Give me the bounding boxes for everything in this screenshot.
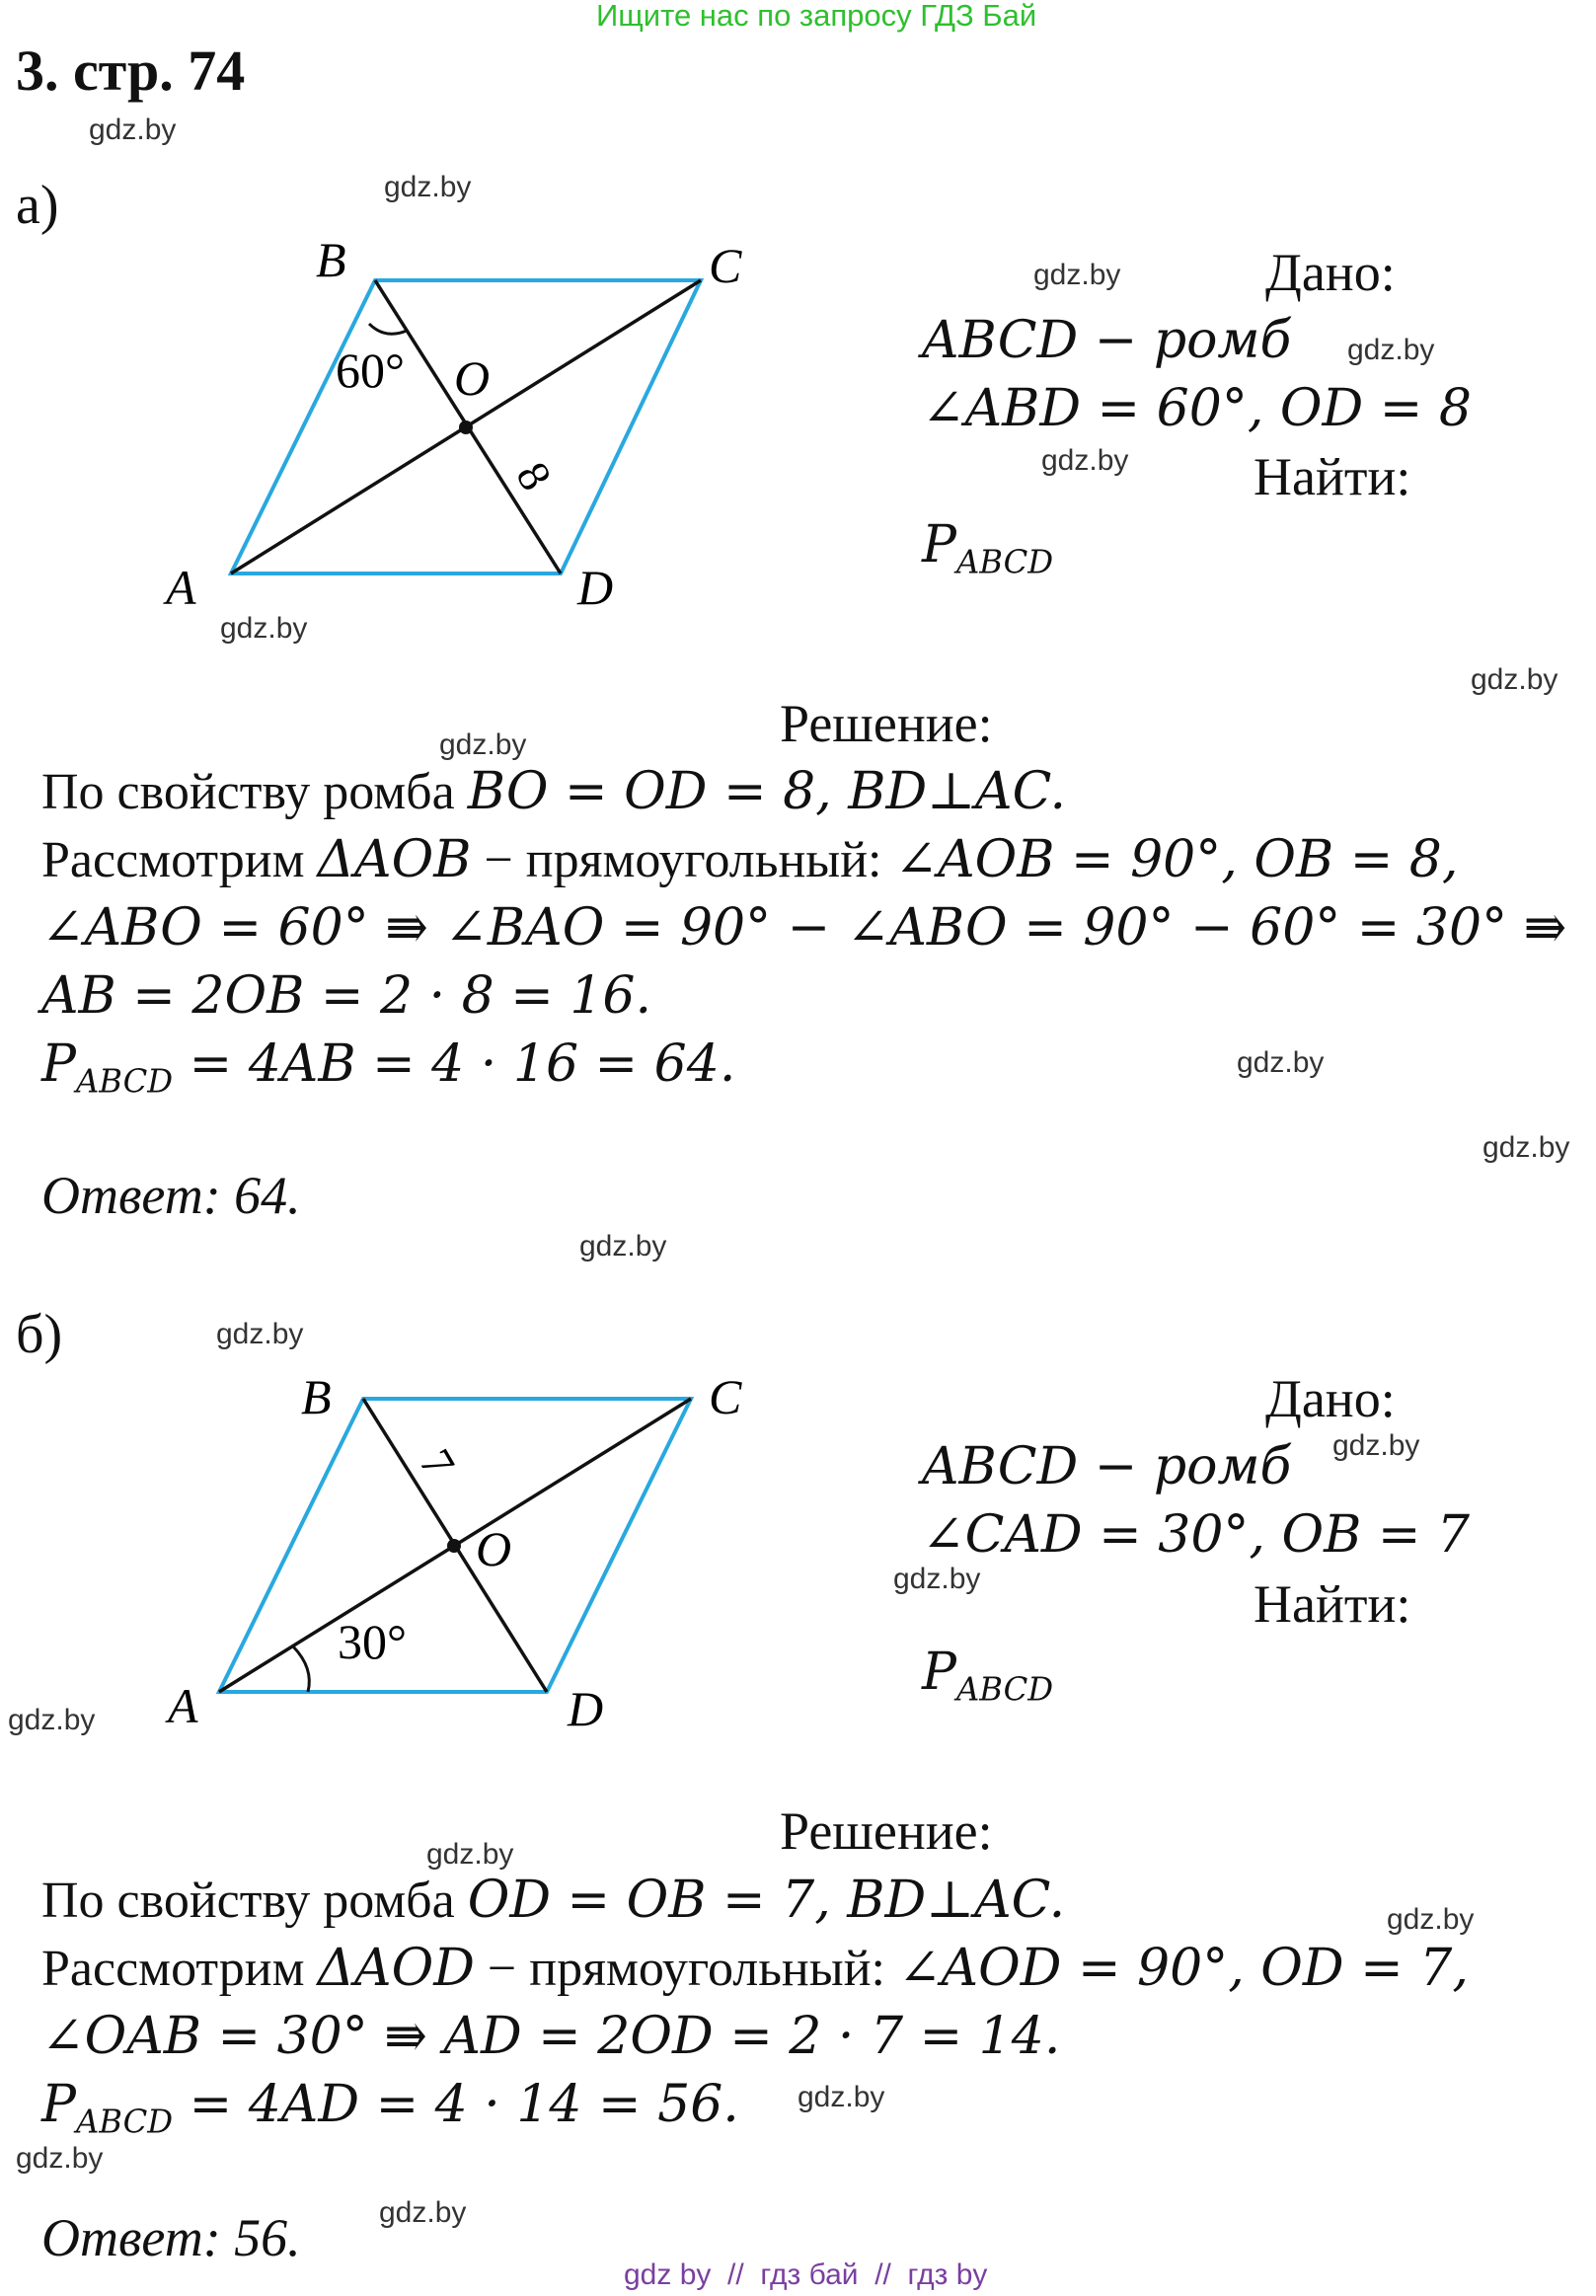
part-a-solution-title: Решение:: [780, 694, 993, 753]
part-a-label: а): [16, 175, 59, 236]
vertex-b-label-d: D: [568, 1681, 604, 1736]
part-b-solution-line: Рассмотрим ΔAOD − прямоугольный: ∠AOD = 90°, OD = 7,: [41, 1939, 1469, 1998]
vertex-b-label-o: O: [476, 1521, 512, 1576]
vertex-b-label-b: B: [301, 1369, 332, 1424]
watermark: gdz.by: [798, 2081, 885, 2113]
watermark: gdz.by: [1482, 1131, 1570, 1164]
watermark: gdz.by: [384, 171, 472, 203]
side-label-b: 7: [410, 1440, 466, 1486]
part-a-find-value: $P_{ABCD}$: [922, 515, 1054, 581]
top-banner[interactable]: Ищите нас по запросу ГДЗ Бай: [596, 0, 1037, 33]
watermark: gdz.by: [426, 1838, 514, 1871]
part-a-given-title: Дано:: [1265, 243, 1396, 302]
angle-label-a: 60°: [336, 343, 405, 398]
vertex-b-label-a: A: [168, 1678, 198, 1733]
angle-arc-a: [369, 324, 407, 334]
angle-label-b: 30°: [338, 1614, 407, 1669]
part-b-given-line: ∠CAD = 30°, OB = 7: [922, 1505, 1471, 1565]
page-heading: 3. стр. 74: [16, 38, 246, 103]
watermark: gdz.by: [220, 612, 308, 645]
watermark: gdz.by: [1347, 334, 1435, 366]
watermark: gdz.by: [439, 728, 527, 761]
watermark: gdz.by: [579, 1230, 667, 1263]
watermark: gdz.by: [1471, 663, 1558, 696]
part-a-given-line: ∠ABD = 60°, OD = 8: [922, 379, 1472, 438]
vertex-b-label-c: C: [709, 1369, 742, 1424]
part-a-solution-line: Рассмотрим ΔAOB − прямоугольный: ∠AOB = 90°, OB = 8,: [41, 830, 1459, 889]
watermark: gdz.by: [1387, 1903, 1475, 1936]
watermark: gdz.by: [8, 1704, 96, 1736]
vertex-a-label-c: C: [709, 238, 742, 293]
watermark: gdz.by: [16, 2142, 104, 2175]
part-a-answer: Ответ: 64.: [41, 1166, 301, 1225]
watermark: gdz.by: [379, 2196, 467, 2229]
vertex-a-label-b: B: [316, 237, 346, 287]
center-point-b: [447, 1539, 461, 1553]
vertex-a-label-o: O: [454, 350, 491, 406]
part-b-find-value: $P_{ABCD}$: [922, 1643, 1054, 1709]
part-b-rhombus-figure: [148, 1362, 790, 1757]
watermark: gdz.by: [216, 1318, 304, 1350]
watermark: gdz.by: [1041, 444, 1129, 477]
part-b-label: б): [16, 1304, 63, 1365]
part-b-answer: Ответ: 56.: [41, 2208, 301, 2267]
watermark: gdz.by: [893, 1563, 981, 1595]
part-b-find-title: Найти:: [1254, 1574, 1411, 1634]
vertex-a-label-a: A: [166, 560, 196, 615]
part-b-solution-line: ∠OAB = 30° ⇛ AD = 2OD = 2 · 7 = 14.: [41, 2007, 1061, 2066]
angle-arc-b: [293, 1646, 309, 1692]
watermark: gdz.by: [1033, 259, 1121, 291]
part-a-solution-line: $P_{ABCD} = 4AB = 4 \cdot 16 = 64$.: [41, 1034, 736, 1101]
watermark: gdz.by: [1332, 1429, 1420, 1462]
part-a-given-line: ABCD − ромб: [922, 311, 1292, 370]
part-a-solution-line: ∠ABO = 60° ⇛ ∠BAO = 90° − ∠ABO = 90° − 60° = 30° ⇛: [41, 898, 1567, 957]
part-b-solution-line: По свойству ромба OD = OB = 7, BD⊥AC.: [41, 1871, 1066, 1930]
watermark: gdz.by: [89, 114, 177, 146]
part-a-solution-line: По свойству ромба BO = OD = 8, BD⊥AC.: [41, 762, 1067, 821]
center-point-a: [459, 421, 473, 434]
part-a-rhombus-figure: [148, 237, 790, 632]
part-a-solution-line: AB = 2OB = 2 · 8 = 16.: [41, 966, 652, 1026]
side-label-a: 8: [506, 453, 563, 498]
vertex-a-label-d: D: [577, 560, 614, 615]
part-b-given-title: Дано:: [1265, 1369, 1396, 1428]
part-b-given-line: ABCD − ромб: [922, 1437, 1292, 1496]
watermark: gdz.by: [1237, 1046, 1325, 1079]
part-b-solution-line: $P_{ABCD} = 4AD = 4 \cdot 14 = 56$.: [41, 2075, 739, 2141]
part-b-solution-title: Решение:: [780, 1801, 993, 1861]
part-a-find-title: Найти:: [1254, 447, 1411, 506]
footer-links[interactable]: gdz by // гдз бай // гдз by: [624, 2258, 988, 2291]
